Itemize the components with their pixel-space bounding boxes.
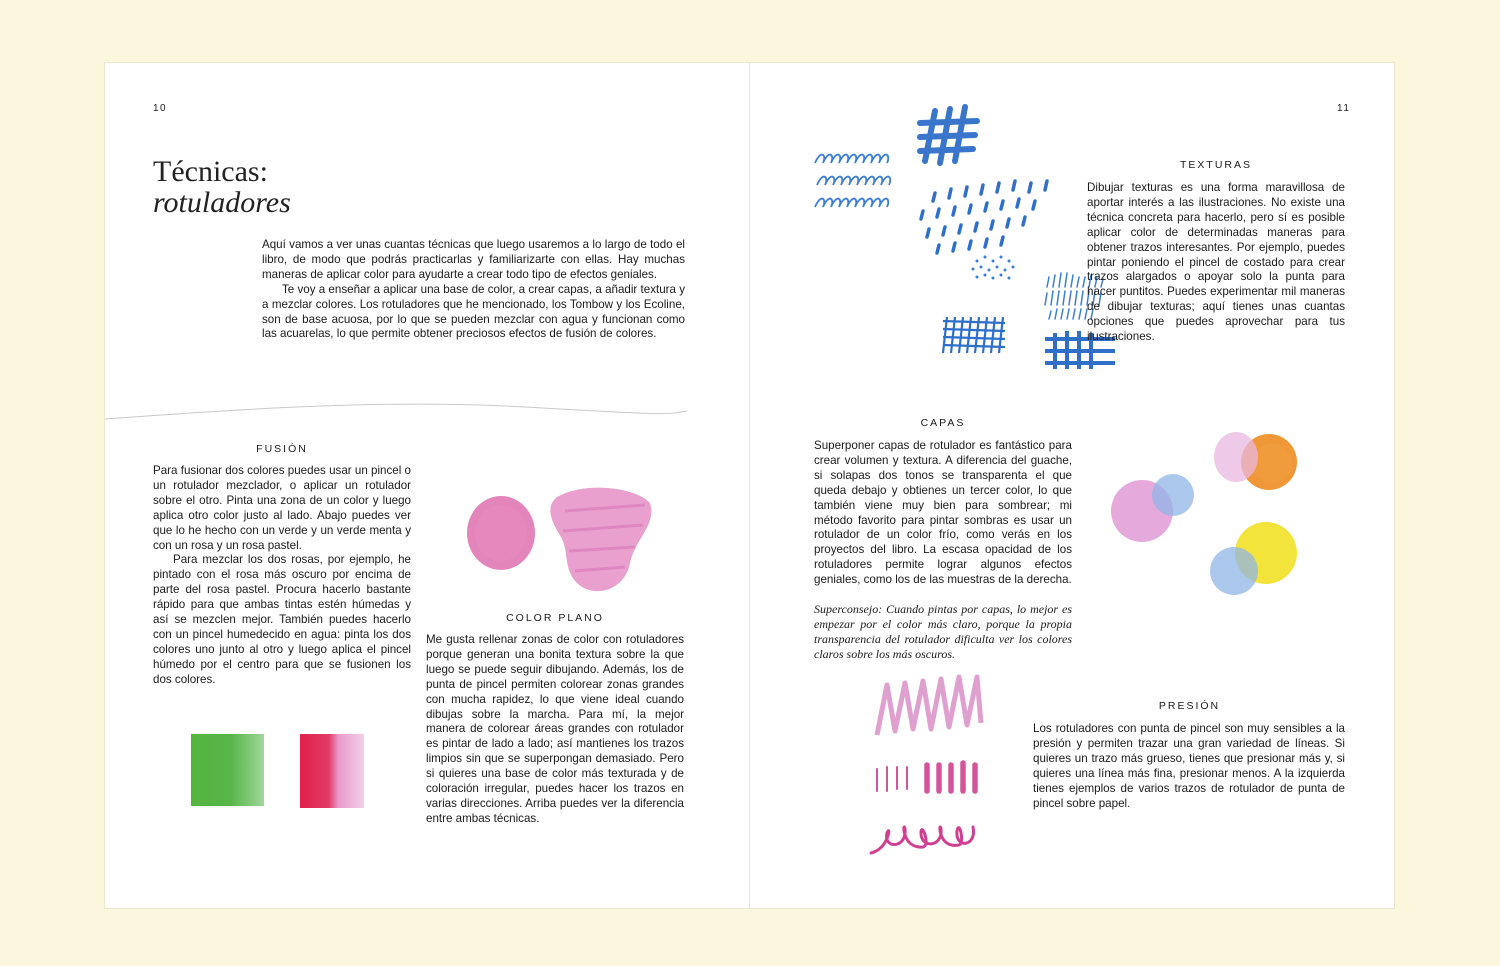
presion-paragraph: Los rotuladores con punta de pincel son muy sensibles a la presión y permiten trazar una gran variedad de líneas. Si quieres un trazo más grueso, tienes que presionar más y, si quieres una línea más fina, presionar menos. A la izquierda tienes ejemplos de varios trazos de rotulador de punta de pincel sobre papel. bbox=[1033, 722, 1345, 810]
superconsejo-text bbox=[814, 602, 1072, 662]
color-plano-text bbox=[426, 633, 684, 827]
color-plano-heading: COLOR PLANO bbox=[506, 612, 604, 624]
pink-fusion-swatch-illustration bbox=[300, 734, 364, 808]
fusion-heading: FUSIÓN bbox=[256, 443, 308, 455]
superconsejo-paragraph: Superconsejo: Cuando pintas por capas, lo mejor es empezar por el color más claro, porque la propia transparencia del rotulador dificulta ver los colores claros sobre los más oscuros. bbox=[814, 602, 1072, 661]
pink-flat-color-blobs-illustration bbox=[465, 481, 655, 606]
presion-text bbox=[1033, 722, 1345, 811]
texturas-heading: TEXTURAS bbox=[1179, 159, 1252, 171]
page-number-left: 10 bbox=[153, 103, 168, 114]
page-subtitle: rotuladores bbox=[153, 186, 291, 219]
crosshatch-swatch bbox=[920, 107, 977, 163]
intro-paragraph: Te voy a enseñar a aplicar una base de color, a crear capas, a añadir textura y a mezclar colores. Los rotuladores que he mencionado, los Tombow y los Ecoline, son de base acuosa, por lo que se pueden mezclar con agua y funcionan como las acuarelas, lo que permite obtener preciosos efectos de fusión de colores. bbox=[262, 282, 685, 341]
texturas-text bbox=[1087, 181, 1345, 345]
fusion-swatches bbox=[191, 731, 371, 811]
overlapping-circles-illustration bbox=[1105, 429, 1315, 649]
vertical-strokes bbox=[877, 763, 975, 791]
page-title: Técnicas: bbox=[153, 155, 268, 188]
capas-paragraph: Superponer capas de rotulador es fantástico para crear volumen y textura. A diferencia del guache, si solapas dos tonos se transparenta el que queda debajo y obtienes un tercer color, lo que también viene muy bien para sombrear; mi método favorito para pintar sombras es usar un rotulador de un color frío, como verás en los proyectos del libro. La escasa opacidad de los rotuladores permite lograr algunos efectos geniales, como los de las muestras de la derecha. bbox=[814, 439, 1072, 587]
page-number-right: 11 bbox=[1337, 103, 1351, 114]
intro-text bbox=[262, 238, 685, 342]
grid-swatch bbox=[943, 317, 1005, 353]
pressure-strokes-illustration bbox=[865, 673, 995, 868]
fusion-paragraph: Para fusionar dos colores puedes usar un pincel o un rotulador mezclador, o aplicar un rotulador sobre el otro. Pinta una zona de un color y luego aplica otro color justo al lado. Abajo puedes ver que lo he hecho con un verde y un verde menta y con un rosa y un rosa pastel. bbox=[153, 464, 411, 552]
texturas-paragraph: Dibujar texturas es una forma maravillosa de aportar interés a las ilustraciones. No existe una técnica concreta para hacerlo, pero sí es posible aplicar color de determinadas maneras para obtener trazos interesantes. Por ejemplo, puedes pintar poniendo el pincel de costado para crear trazos alargados o apoyar solo la punta para hacer puntitos. Puedes experimentar mil maneras de dibujar texturas; aquí tienes unas cuantas opciones que puedes aprovechar para tus ilustraciones. bbox=[1087, 181, 1345, 344]
fusion-paragraph: Para mezclar los dos rosas, por ejemplo, he pintado con el rosa más oscuro por encima de parte del rosa pastel. Procura hacerlo bastante rápido para que ambas tintas estén húmedas y así se mezclen mejor. También puedes hacerlo con un pincel humedecido en agua: pinta los dos colores uno junto al otro y luego aplica el pincel húmedo por el centro para que se fusionen los dos colores. bbox=[153, 553, 411, 686]
green-fusion-swatch-illustration bbox=[191, 734, 264, 806]
loops-swatch bbox=[815, 155, 890, 207]
intro-paragraph: Aquí vamos a ver unas cuantas técnicas que luego usaremos a lo largo de todo el libro, de modo que podrás practicarlas y familiarizarte con ellas. Hay muchas maneras de aplicar color para ayudarte a crear todo tipo de efectos geniales. bbox=[262, 238, 685, 281]
page-gutter bbox=[749, 63, 750, 908]
color-plano-paragraph: Me gusta rellenar zonas de color con rotuladores porque generan una bonita textura sobre la que luego se puede seguir dibujando. Además, los de punta de pincel permiten colorear zonas grandes con mucha rapidez, lo que viene ideal cuando dibujas sobre la marcha. Para mí, la mejor manera de colorear áreas grandes con rotulador es pintar de lado a lado; así mantienes los trazos limpios sin que se superpongan demasiado. Pero si quieres una base de color más texturada y de coloración irregular, puedes hacer los trazos en varias direcciones. Arriba puedes ver la diferencia entre ambas técnicas. bbox=[426, 633, 684, 825]
presion-heading: PRESIÓN bbox=[1158, 700, 1221, 712]
book-spread bbox=[105, 63, 1394, 908]
fusion-text bbox=[153, 464, 411, 688]
dots-swatch bbox=[972, 256, 1015, 280]
capas-text bbox=[814, 439, 1072, 588]
blue-texture-swatches-illustration bbox=[805, 101, 1055, 381]
capas-heading: CAPAS bbox=[920, 417, 966, 429]
dashes-swatch bbox=[921, 181, 1047, 253]
wavy-divider bbox=[105, 401, 695, 425]
